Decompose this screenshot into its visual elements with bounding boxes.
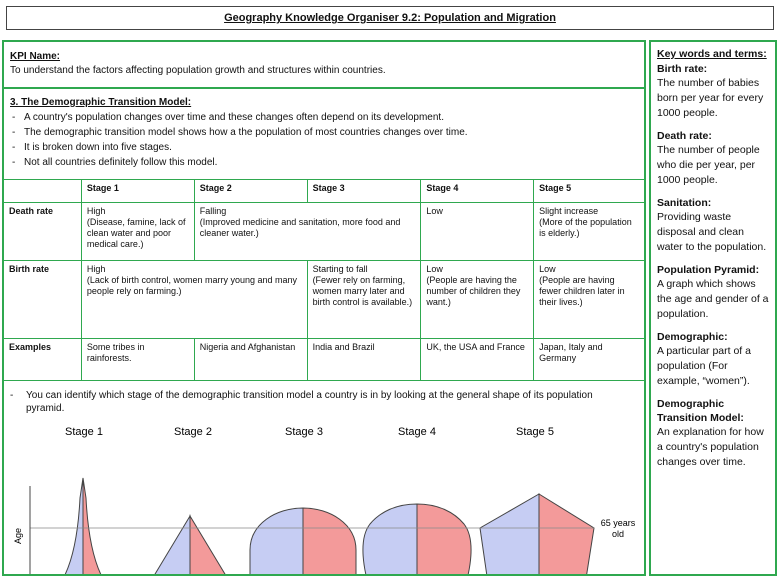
term-sanitation: Sanitation: xyxy=(657,197,712,209)
row-label: Death rate xyxy=(4,203,82,261)
page-title: Geography Knowledge Organiser 9.2: Population and Migration xyxy=(6,6,774,30)
key-words-sidebar xyxy=(649,40,777,576)
stage-2-female-shape xyxy=(190,516,243,574)
term-population-pyramid: Population Pyramid: xyxy=(657,264,760,276)
row-label: Birth rate xyxy=(4,261,82,339)
row-label: Examples xyxy=(4,339,82,381)
dtm-bullet: - A country's population changes over time and these changes often depend on its development. xyxy=(10,110,638,125)
kpi-text: To understand the factors affecting population growth and structures within countries. xyxy=(10,65,386,76)
table-cell: Nigeria and Afghanistan xyxy=(194,339,307,381)
table-header-cell: Stage 1 xyxy=(81,180,194,203)
definition-demographic: A particular part of a population (For example, “women”). xyxy=(657,345,751,387)
table-row-examples xyxy=(4,339,645,381)
term-death-rate: Death rate: xyxy=(657,130,712,142)
table-row-death-rate xyxy=(4,203,645,261)
stage-4-female-shape xyxy=(417,504,471,574)
stage-2-male-shape xyxy=(137,516,190,574)
table-header-cell xyxy=(4,180,82,203)
pyramid-note-text: You can identify which stage of the demographic transition model a country is in by looking at the general shape of its population pyramid. xyxy=(26,390,593,414)
table-header-row xyxy=(4,180,645,203)
table-cell: High (Lack of birth control, women marry young and many people rely on farming.) xyxy=(81,261,307,339)
population-pyramids-diagram xyxy=(4,418,644,574)
stage-1-label: Stage 1 xyxy=(65,426,103,438)
table-header-cell: Stage 4 xyxy=(421,180,534,203)
dtm-title: 3. The Demographic Transition Model: xyxy=(10,97,192,108)
stage-3-male-shape xyxy=(250,508,303,574)
dtm-bullet-list xyxy=(10,110,638,170)
table-cell: Falling (Improved medicine and sanitation, more food and cleaner water.) xyxy=(194,203,421,261)
main-panel xyxy=(2,40,646,576)
table-header-cell: Stage 2 xyxy=(194,180,307,203)
table-header-cell: Stage 5 xyxy=(534,180,645,203)
table-cell: Some tribes in rainforests. xyxy=(81,339,194,381)
term-birth-rate: Birth rate: xyxy=(657,63,708,75)
stage-5-male-shape xyxy=(480,494,539,574)
table-cell: Slight increase (More of the population is elderly.) xyxy=(534,203,645,261)
table-row-birth-rate xyxy=(4,261,645,339)
table-cell: Low xyxy=(421,203,534,261)
stage-1-male-shape xyxy=(34,478,83,574)
stage-5-label: Stage 5 xyxy=(516,426,554,438)
definition-birth-rate: The number of babies born per year for every 1000 people. xyxy=(657,77,764,119)
dtm-bullet: - Not all countries definitely follow this model. xyxy=(10,155,638,170)
stages-table xyxy=(3,179,645,381)
definition-population-pyramid: A graph which shows the age and gender of a population. xyxy=(657,278,769,320)
pyramid-note: - You can identify which stage of the demographic transition model a country is in by looking at the general shape of its population pyramid. xyxy=(10,389,630,415)
table-cell: Starting to fall (Fewer rely on farming, women marry later and birth control is available.) xyxy=(307,261,421,339)
stage-2-label: Stage 2 xyxy=(174,426,212,438)
dtm-section xyxy=(4,89,644,179)
stage-4-label: Stage 4 xyxy=(398,426,436,438)
dtm-bullet: - It is broken down into five stages. xyxy=(10,140,638,155)
table-cell: Low (People are having fewer children later in their lives.) xyxy=(534,261,645,339)
table-cell: UK, the USA and France xyxy=(421,339,534,381)
stage-5-female-shape xyxy=(539,494,594,574)
stage-3-label: Stage 3 xyxy=(285,426,323,438)
kpi-section xyxy=(4,42,644,89)
table-cell: Japan, Italy and Germany xyxy=(534,339,645,381)
kpi-title: KPI Name: xyxy=(10,51,61,62)
table-header-cell: Stage 3 xyxy=(307,180,421,203)
definition-death-rate: The number of people who die per year, per 1000 people. xyxy=(657,144,760,186)
term-demographic: Demographic: xyxy=(657,331,728,343)
dtm-bullet: - The demographic transition model shows how a the population of most countries changes over time. xyxy=(10,125,638,140)
age-65-label: 65 years old xyxy=(600,518,636,539)
stage-4-male-shape xyxy=(363,504,417,574)
table-cell: High (Disease, famine, lack of clean water and poor medical care.) xyxy=(81,203,194,261)
table-cell: Low (People are having the number of children they want.) xyxy=(421,261,534,339)
definition-demographic-transition-model: An explanation for how a country's population changes over time. xyxy=(657,426,764,468)
age-axis-label: Age xyxy=(13,527,23,545)
table-cell: India and Brazil xyxy=(307,339,421,381)
term-demographic-transition-model: Demographic Transition Model: xyxy=(657,398,744,424)
key-words-title: Key words and terms: xyxy=(657,48,767,60)
stage-1-female-shape xyxy=(83,478,132,574)
definition-sanitation: Providing waste disposal and clean water to the population. xyxy=(657,211,767,253)
stage-3-female-shape xyxy=(303,508,356,574)
